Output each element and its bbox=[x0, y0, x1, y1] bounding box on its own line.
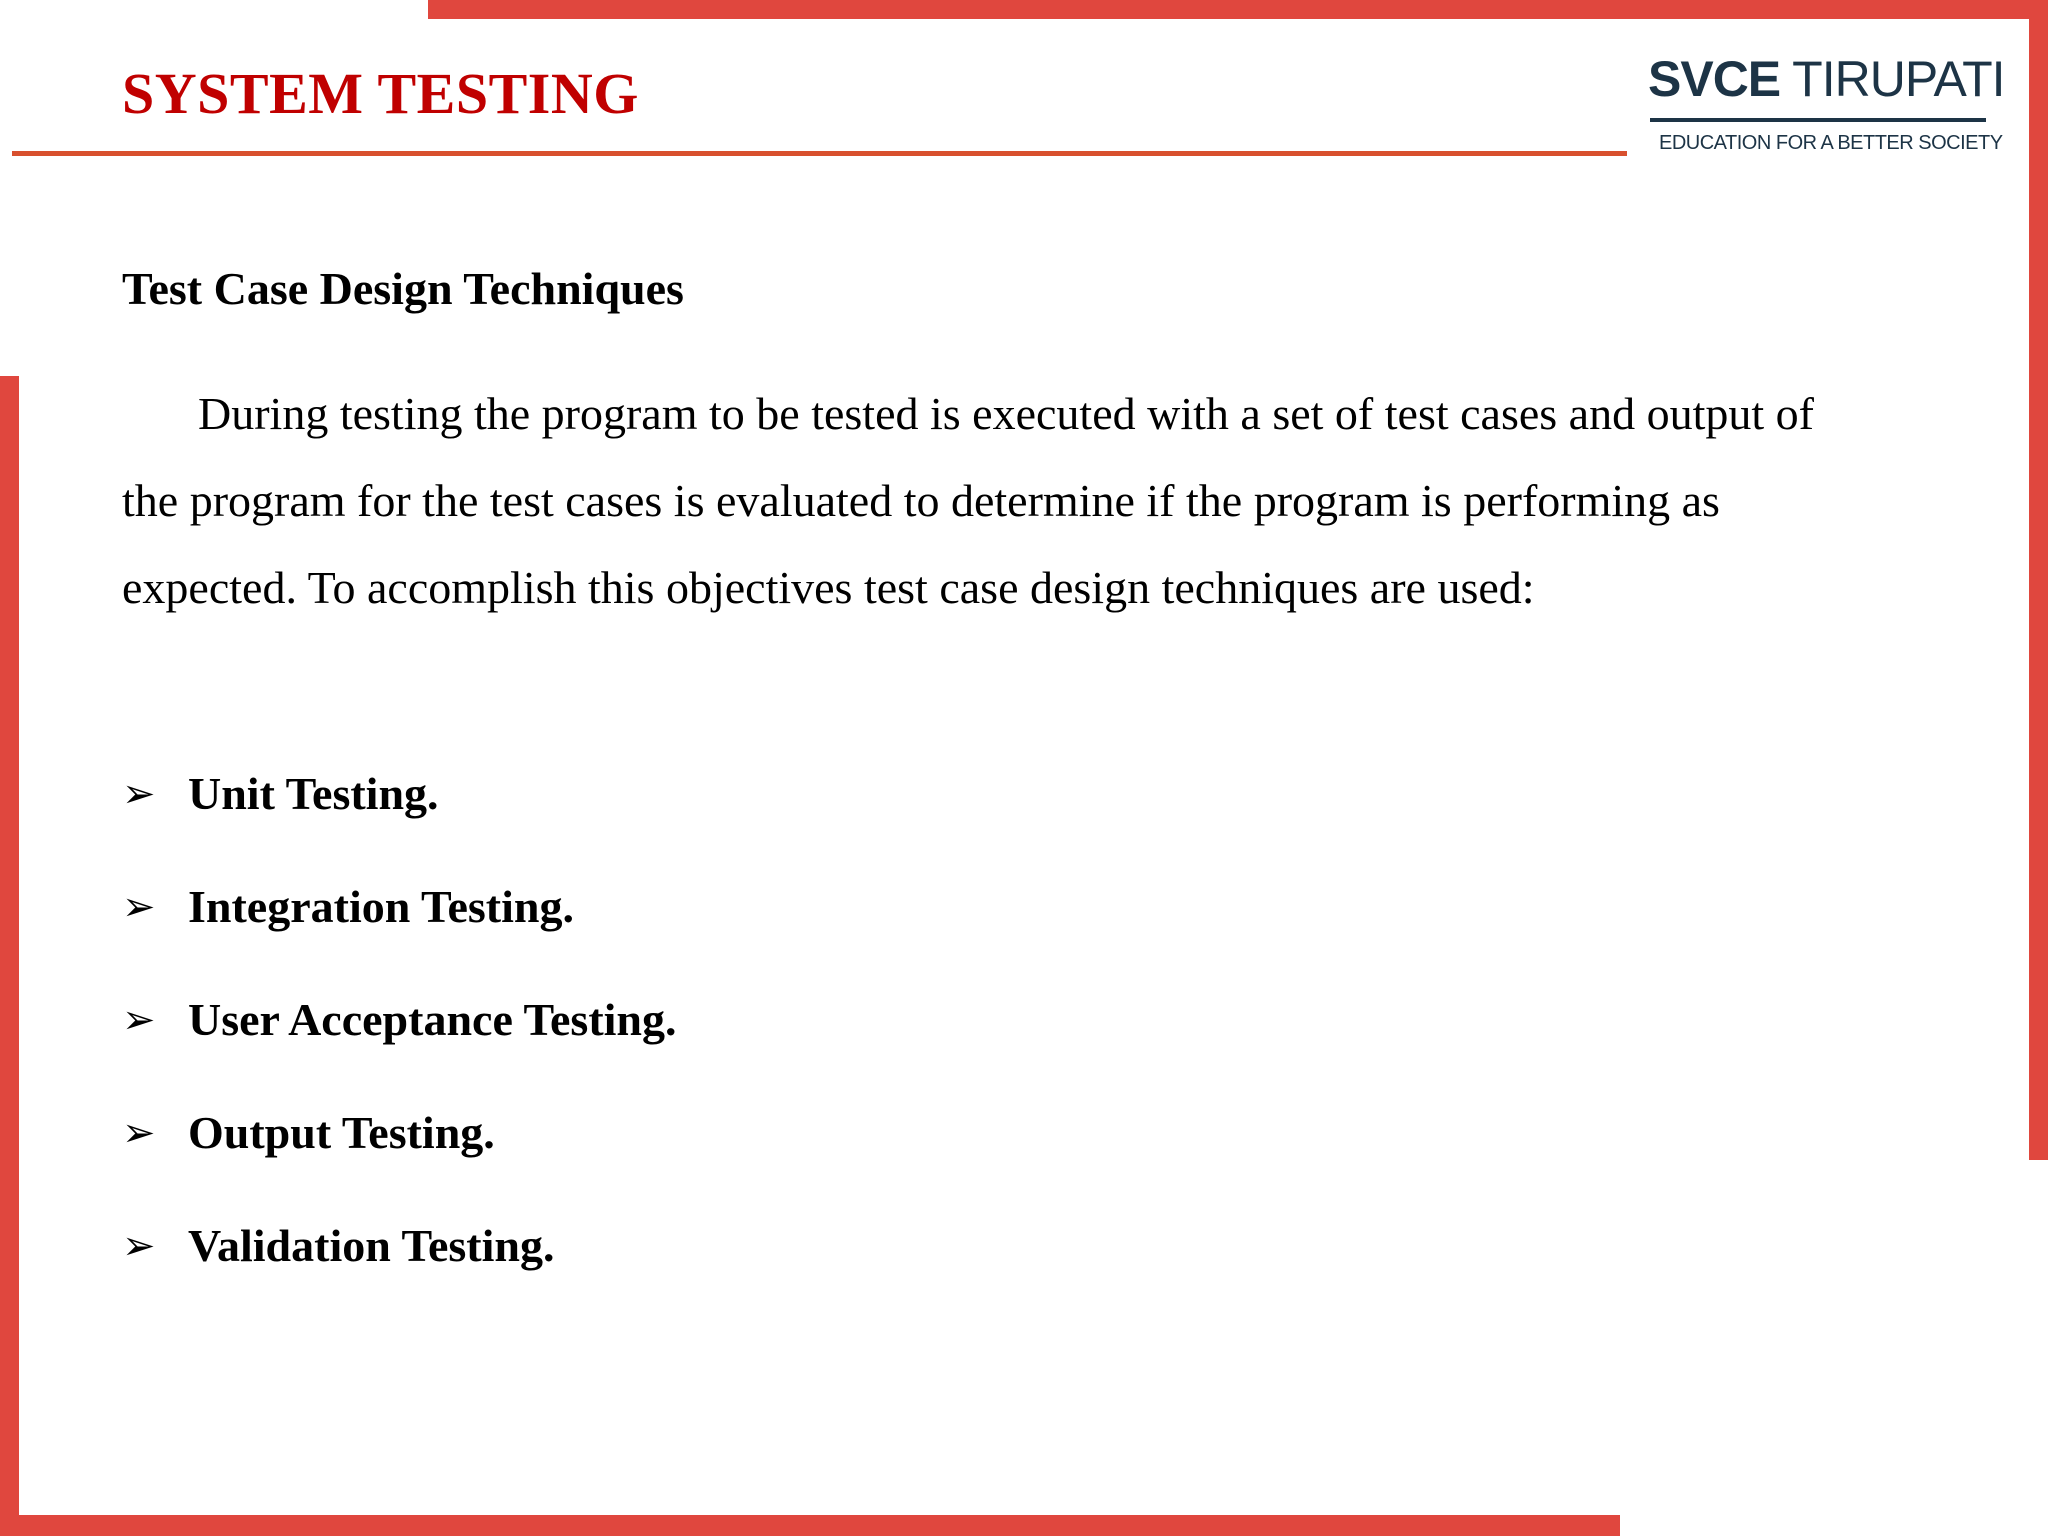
arrow-bullet-icon: ➢ bbox=[122, 771, 156, 817]
intro-paragraph bbox=[122, 370, 1922, 631]
list-item bbox=[122, 758, 677, 871]
left-accent-bar bbox=[0, 376, 19, 1536]
list-item-text: User Acceptance Testing. bbox=[188, 994, 677, 1045]
right-accent-bar bbox=[2029, 0, 2048, 1160]
section-heading: Test Case Design Techniques bbox=[122, 263, 684, 314]
list-item-text: Validation Testing. bbox=[188, 1220, 555, 1271]
logo-name-bold: SVCE bbox=[1648, 51, 1781, 107]
paragraph-line: expected. To accomplish this objectives test case design techniques are used: bbox=[122, 562, 1535, 613]
logo-divider bbox=[1650, 118, 1986, 122]
list-item-text: Integration Testing. bbox=[188, 881, 574, 932]
list-item-text: Output Testing. bbox=[188, 1107, 495, 1158]
arrow-bullet-icon: ➢ bbox=[122, 1110, 156, 1156]
bottom-accent-bar bbox=[0, 1515, 1620, 1536]
list-item bbox=[122, 1210, 677, 1323]
slide-title: SYSTEM TESTING bbox=[122, 61, 639, 126]
top-accent-bar bbox=[428, 0, 2048, 19]
list-item bbox=[122, 984, 677, 1097]
list-item bbox=[122, 1097, 677, 1210]
logo-name bbox=[1648, 50, 2005, 108]
paragraph-line: the program for the test cases is evaluated to determine if the program is performing as bbox=[122, 475, 1720, 526]
arrow-bullet-icon: ➢ bbox=[122, 997, 156, 1043]
svce-logo bbox=[1648, 50, 2005, 162]
logo-tagline: EDUCATION FOR A BETTER SOCIETY bbox=[1659, 132, 2003, 154]
technique-list bbox=[122, 758, 677, 1323]
paragraph-line: During testing the program to be tested is executed with a set of test cases and output of bbox=[198, 388, 1814, 439]
logo-name-regular: TIRUPATI bbox=[1792, 51, 2005, 107]
list-item bbox=[122, 871, 677, 984]
arrow-bullet-icon: ➢ bbox=[122, 1223, 156, 1269]
title-underline bbox=[12, 151, 1627, 156]
list-item-text: Unit Testing. bbox=[188, 768, 439, 819]
arrow-bullet-icon: ➢ bbox=[122, 884, 156, 930]
